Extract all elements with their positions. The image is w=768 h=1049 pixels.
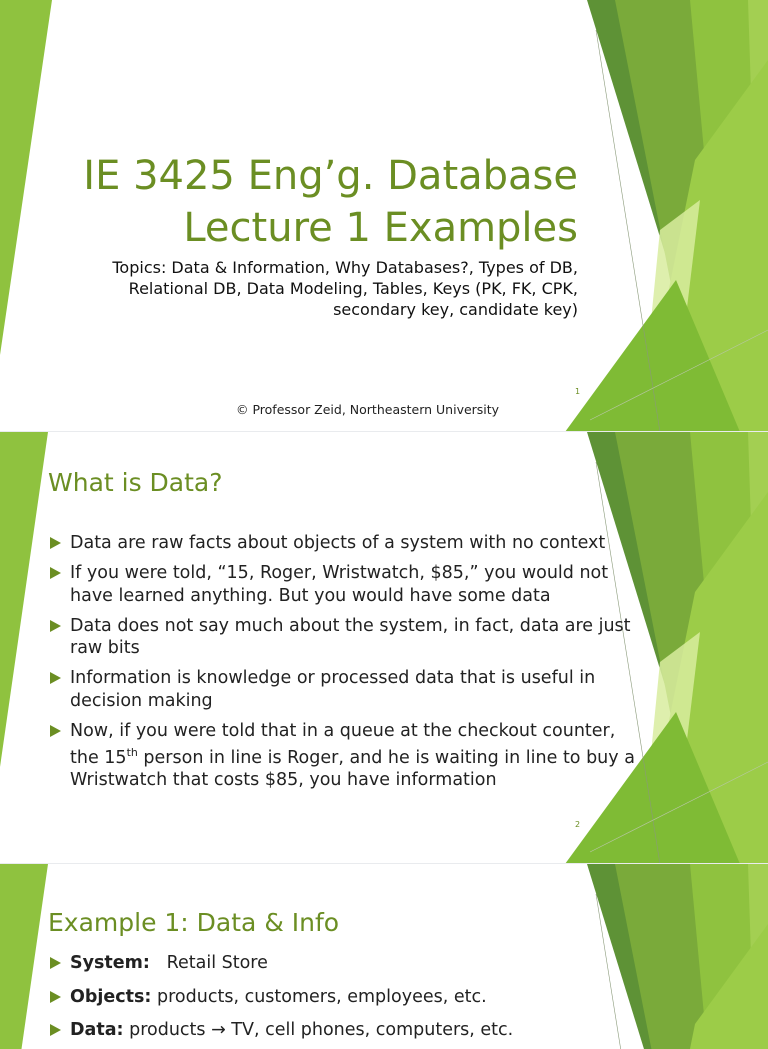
bullet-text-part-1: Now, if you were told that in a queue at the checkout counter, the 15 [70, 720, 616, 768]
slide-2 [0, 432, 768, 864]
bullet-item [48, 720, 648, 792]
bullet-label: Objects: [70, 986, 152, 1007]
bullet-text: Retail Store [166, 953, 268, 973]
left-green-triangle [0, 432, 48, 767]
page-number: 2 [575, 820, 581, 829]
page-title [83, 150, 578, 254]
bullet-label: Data: [70, 1020, 124, 1040]
title-line-1: IE 3425 Eng’g. Database [83, 153, 578, 199]
bullet-item: Data are raw facts about objects of a system with no context [48, 532, 648, 555]
bullet-item [48, 952, 648, 975]
slide-title: What is Data? [48, 468, 223, 497]
slide-title: Example 1: Data & Info [48, 908, 340, 937]
page-number: 1 [575, 387, 581, 396]
ordinal-suffix: th [126, 746, 138, 759]
bullet-label: System: [70, 953, 150, 973]
bullet-item: Information is knowledge or processed data that is useful in decision making [48, 667, 648, 712]
bullet-list [48, 532, 648, 799]
bullet-text-part-2: person in line is Roger, and he is waiting in line to buy a Wristwatch that costs $85, you have information [70, 747, 635, 791]
slide-1 [0, 0, 768, 432]
slide-3 [0, 864, 768, 1040]
subtitle: Topics: Data & Information, Why Databases?, Types of DB, Relational DB, Data Modeling, Tables, Keys (PK, FK, CPK, secondary key, candidate key) [112, 258, 578, 319]
bullet-item: Data does not say much about the system, in fact, data are just raw bits [48, 615, 648, 660]
bullet-text: products, customers, employees, etc. [157, 986, 487, 1007]
title-line-2: Lecture 1 Examples [183, 205, 578, 251]
bullet-item [48, 986, 648, 1009]
copyright-text: © Professor Zeid, Northeastern University [236, 402, 500, 417]
left-green-triangle [0, 0, 52, 355]
bullet-text: products → TV, cell phones, computers, etc. [129, 1020, 514, 1040]
bullet-item [48, 1019, 648, 1042]
bullet-item: If you were told, “15, Roger, Wristwatch, $85,” you would not have learned anything. But you would have some data [48, 562, 648, 607]
left-green-triangle [0, 864, 48, 1049]
bullet-list [48, 952, 648, 1049]
